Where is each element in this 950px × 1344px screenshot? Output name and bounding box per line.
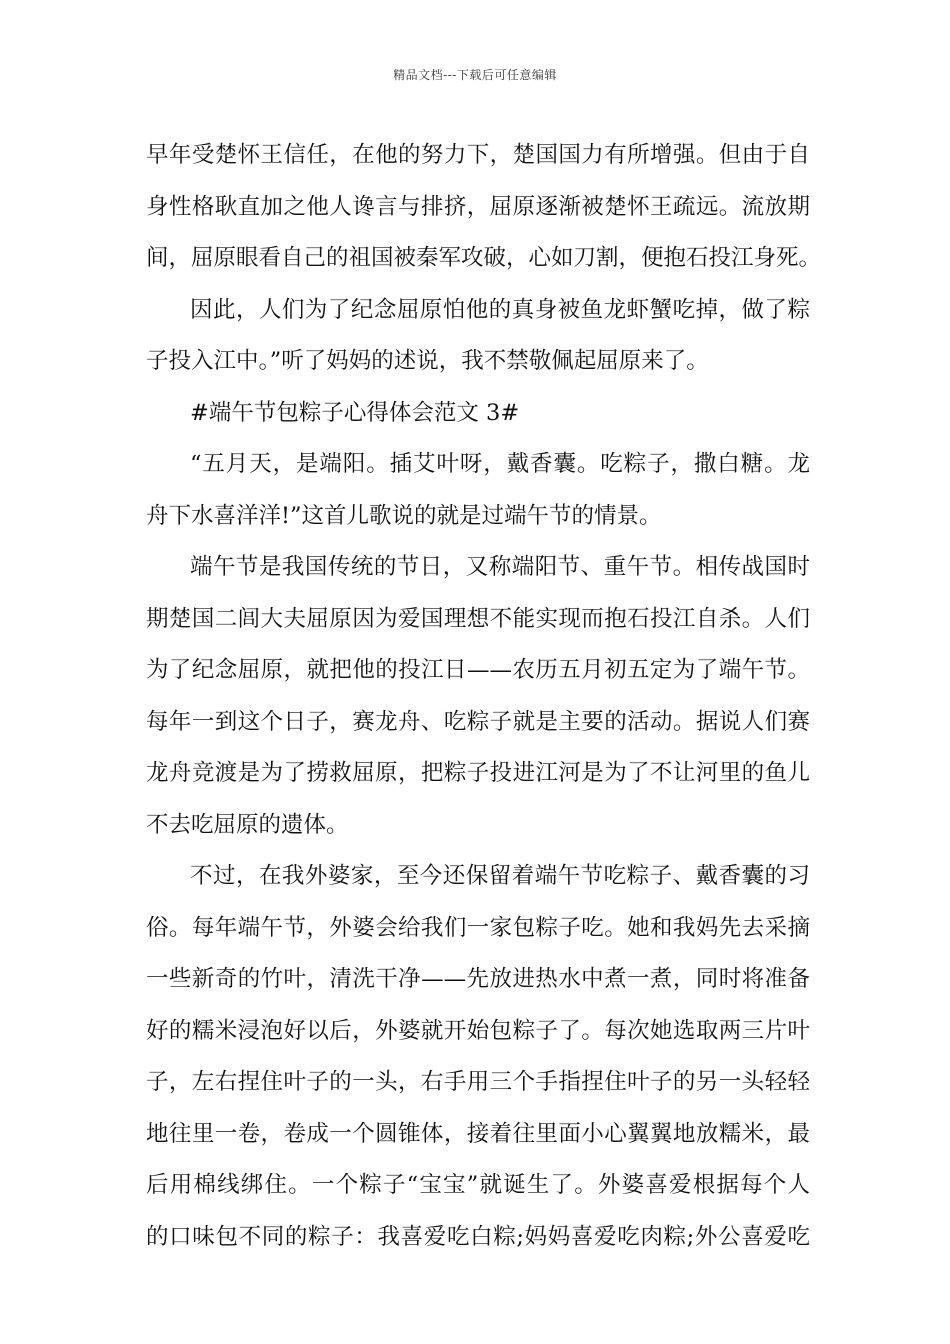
text-line: 一些新奇的竹叶，清洗干净——先放进热水中煮一煮，同时将准备 [146,966,810,992]
text-line: 端午节是我国传统的节日，又称端阳节、重午节。相传战国时 [190,554,810,580]
text-line: 子，左右捏住叶子的一头，右手用三个手指捏住叶子的另一头轻轻 [146,1069,810,1095]
text-line: 期楚国二闾大夫屈原因为爱国理想不能实现而抱石投江自杀。人们 [146,605,810,632]
text-line: 不过，在我外婆家，至今还保留着端午节吃粽子、戴香囊的习 [190,863,810,889]
text-line: 舟下水喜洋洋!”这首儿歌说的就是过端午节的情景。 [146,502,662,529]
text-line: 地往里一卷，卷成一个圆锥体，接着往里面小心翼翼地放糯米，最 [146,1120,810,1147]
text-line: 每年一到这个日子，赛龙舟、吃粽子就是主要的活动。据说人们赛 [146,708,810,735]
page-header: 精品文档---下载后可任意编辑 [393,68,557,82]
text-line: 间，屈原眼看自己的祖国被秦军攻破，心如刀割，便抱石投江身死。 [146,245,822,271]
text-line: 身性格耿直加之他人谗言与排挤，屈原逐渐被楚怀王疏远。流放期 [146,193,810,220]
text-line: 因此，人们为了纪念屈原怕他的真身被鱼龙虾蟹吃掉，做了粽 [190,296,810,323]
text-line: 子投入江中。”听了妈妈的述说，我不禁敬佩起屈原来了。 [146,348,709,374]
text-line: 龙舟竞渡是为了捞救屈原，把粽子投进江河是为了不让河里的鱼儿 [146,760,810,786]
section-heading: #端午节包粽子心得体会范文 3# [190,399,520,426]
text-line: 后用棉线绑住。一个粽子“宝宝”就诞生了。外婆喜爱根据每个人 [146,1172,810,1198]
text-line: 早年受楚怀王信任，在他的努力下，楚国国力有所增强。但由于自 [146,142,810,168]
document-body [146,130,822,1263]
text-line: 为了纪念屈原，就把他的投江日——农历五月初五定为了端午节。 [146,657,810,683]
text-line: 的口味包不同的粽子：我喜爱吃白粽;妈妈喜爱吃肉粽;外公喜爱吃 [146,1223,810,1250]
text-line: 俗。每年端午节，外婆会给我们一家包粽子吃。她和我妈先去采摘 [146,914,810,941]
text-line: 好的糯米浸泡好以后，外婆就开始包粽子了。每次她选取两三片叶 [146,1017,810,1044]
text-line: “五月天，是端阳。插艾叶呀，戴香囊。吃粽子，撒白糖。龙 [190,451,810,477]
text-line: 不去吃屈原的遗体。 [146,811,349,838]
